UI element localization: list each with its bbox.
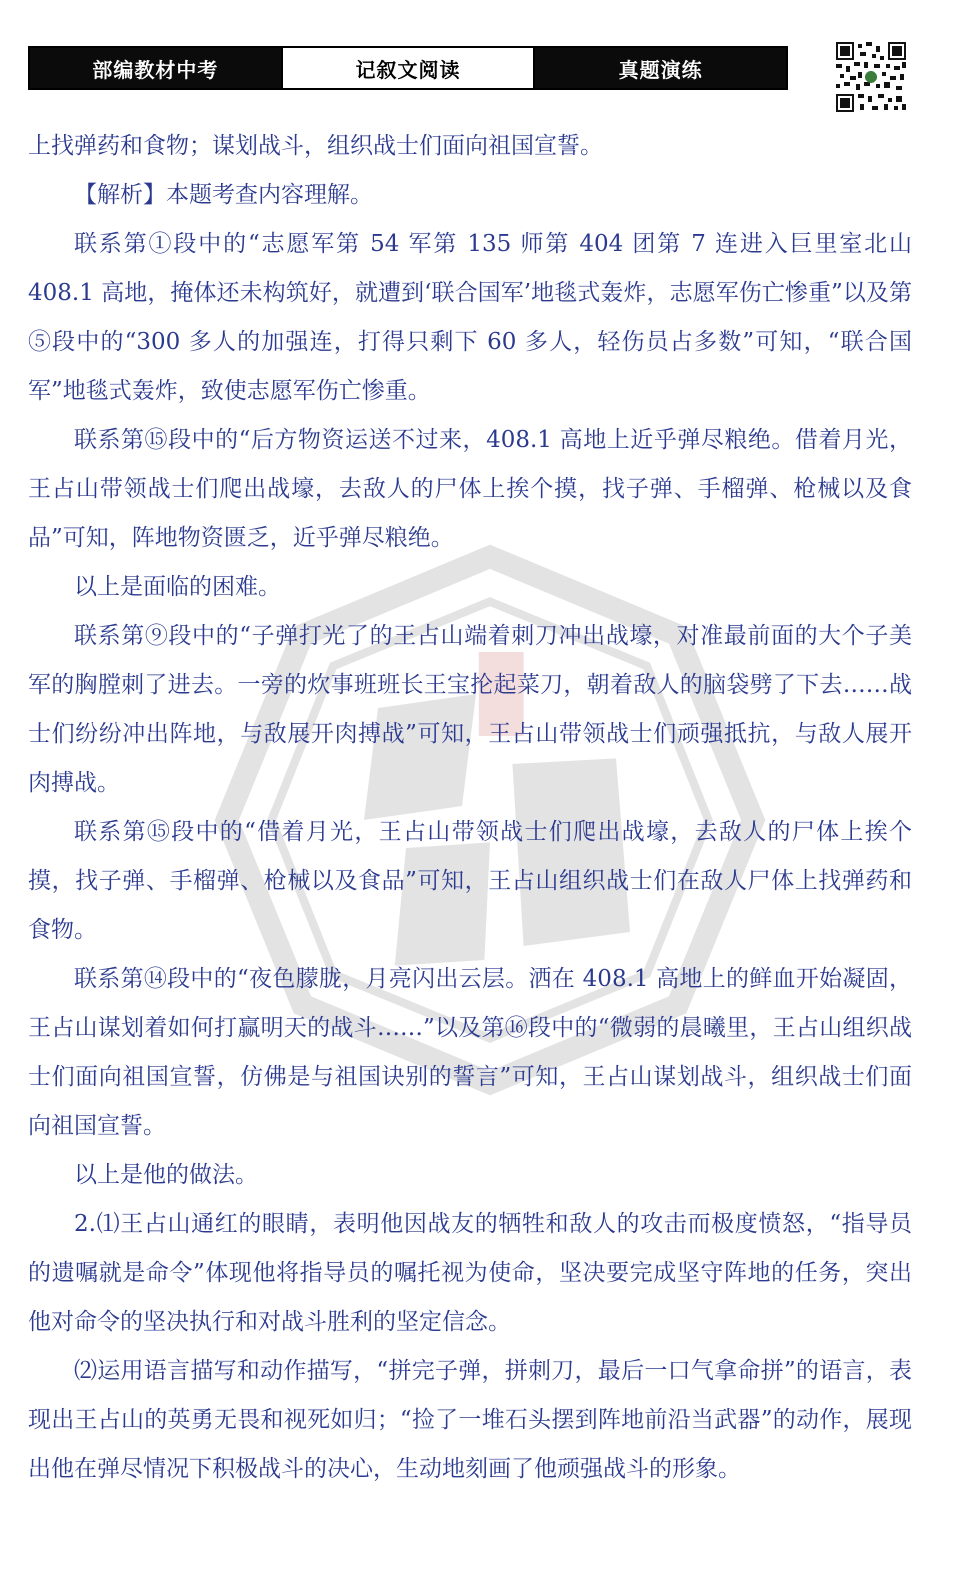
paragraph-body: 联系第⑮段中的“借着月光，王占山带领战士们爬出战壕，去敌人的尸体上挨个摸，找子弹、手榴弹、枪械以及食品”可知，王占山组织战士们在敌人尸体上找弹药和食物。	[28, 819, 912, 943]
paragraph-analysis-heading: 【解析】本题考查内容理解。	[74, 182, 373, 208]
paragraph-body: 联系第⑮段中的“后方物资运送不过来，408.1 高地上近乎弹尽粮绝。借着月光，王占山带领战士们爬出战壕，去敌人的尸体上挨个摸，找子弹、手榴弹、枪械以及食品”可知，阵地物资匮乏，近乎弹尽粮绝。	[28, 427, 912, 551]
paragraph-answer-2-2: ⑵运用语言描写和动作描写，“拼完子弹，拼刺刀，最后一口气拿命拼”的语言，表现出王占山的英勇无畏和视死如归；“捡了一堆石头摆到阵地前沿当武器”的动作，展现出他在弹尽情况下积极战斗的决心，生动地刻画了他顽强战斗的形象。	[28, 1358, 912, 1482]
paragraph-answer-2-1: 2.⑴王占山通红的眼睛，表明他因战友的牺牲和敌人的攻击而极度愤怒，“指导员的遗嘱就是命令”体现他将指导员的嘱托视为使命，坚决要完成坚守阵地的任务，突出他对命令的坚决执行和对战斗胜利的坚定信念。	[28, 1211, 912, 1335]
tab-exam-label: 部编教材中考	[92, 57, 219, 82]
paragraph-body: 联系第⑨段中的“子弹打光了的王占山端着刺刀冲出战壕，对准最前面的大个子美军的胸膛刺了进去。一旁的炊事班班长王宝抡起菜刀，朝着敌人的脑袋劈了下去……战士们纷纷冲出阵地，与敌展开肉搏战”可知，王占山带领战士们顽强抵抗，与敌人展开肉搏战。	[28, 623, 912, 796]
qr-code-icon	[836, 42, 906, 112]
paragraph-summary: 以上是面临的困难。	[74, 574, 281, 600]
paragraph-body: 联系第①段中的“志愿军第 54 军第 135 师第 404 团第 7 连进入巨里室北山 408.1 高地，掩体还未构筑好，就遭到‘联合国军’地毯式轰炸，志愿军伤亡惨重”以及第⑤段中的“300 多人的加强连，打得只剩下 60 多人，轻伤员占多数”可知，“联合国军”地毯式轰炸，致使志愿军伤亡惨重。	[28, 231, 912, 404]
tab-exam	[30, 48, 281, 88]
tab-practice-label: 真题演练	[618, 57, 703, 82]
header-bar	[28, 46, 788, 90]
paragraph-summary: 以上是他的做法。	[74, 1162, 258, 1188]
paragraph-body: 联系第⑭段中的“夜色朦胧，月亮闪出云层。洒在 408.1 高地上的鲜血开始凝固，王占山谋划着如何打赢明天的战斗……”以及第⑯段中的“微弱的晨曦里，王占山组织战士们面向祖国宣誓，仿佛是与祖国诀别的誓言”可知，王占山谋划战斗，组织战士们面向祖国宣誓。	[28, 966, 912, 1139]
tab-narrative-reading-label: 记叙文阅读	[355, 57, 461, 82]
paragraph-continuation: 上找弹药和食物；谋划战斗，组织战士们面向祖国宣誓。	[28, 133, 603, 159]
answer-text	[28, 122, 912, 1494]
tab-practice	[535, 48, 786, 88]
tab-narrative-reading	[281, 48, 536, 88]
